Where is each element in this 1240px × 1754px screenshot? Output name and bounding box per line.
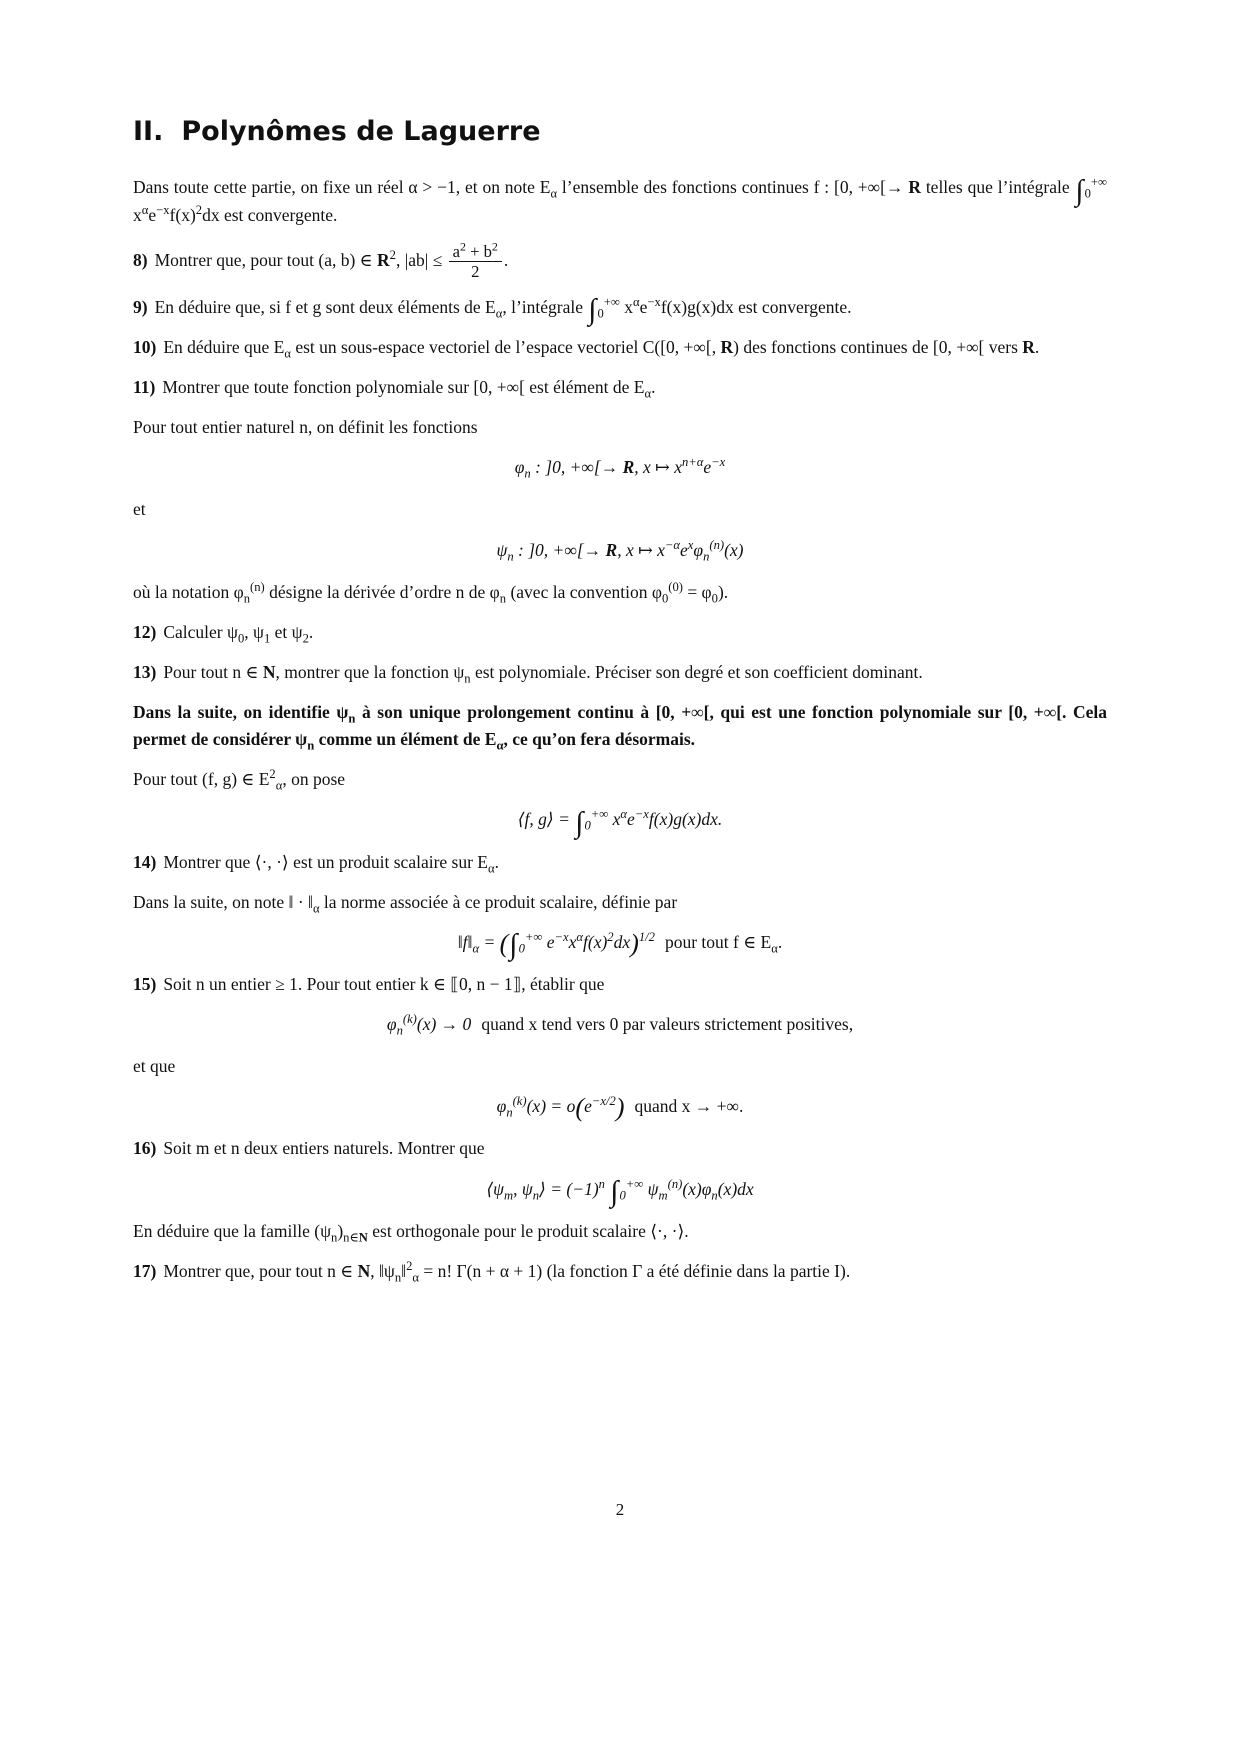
- etque-paragraph: et que: [133, 1056, 176, 1077]
- notation-paragraph: où la notation $\varphi_n^{(n)}$ désigne la dérivée d’ordre n de $\varphi_n$ (avec la convention $\varphi_0^{(0)} = \varphi_0$).: [133, 579, 729, 606]
- section-title-text: Polynômes de Laguerre: [181, 116, 541, 147]
- question-9-text: En déduire que, si f et g sont deux éléments de $E_\alpha$, l’intégrale $\int_0^{+\infty}$ $x^\alpha e^{-x}f(x)g(x)dx$ est convergente.: [154, 293, 852, 327]
- equation-inner-product: [133, 806, 1107, 840]
- question-13-text: Pour tout n ∈ N, montrer que la fonction $\psi_n$ est polynomiale. Préciser son degré et son coefficient dominant.: [163, 661, 923, 686]
- question-15: [133, 971, 1107, 998]
- equation-16: [133, 1175, 1107, 1209]
- question-11: [133, 374, 1107, 401]
- question-10-label: 10): [133, 336, 157, 357]
- question-16: [133, 1135, 1107, 1162]
- question-17: [133, 1258, 1107, 1285]
- question-14-label: 14): [133, 851, 157, 872]
- question-17-text: Montrer que, pour tout n ∈ N, $‖\psi_n‖^2_\alpha = n$! Γ(n + α + 1) (la fonction Γ a été définie dans la partie I).: [163, 1259, 851, 1285]
- question-13: [133, 659, 1107, 686]
- question-15-label: 15): [133, 973, 157, 994]
- equation-15a-math: $\varphi_n^{(k)}(x) \to 0$: [386, 1012, 472, 1038]
- section-title: [133, 116, 1107, 148]
- equation-norm-tail: pour tout f ∈ $E_\alpha$.: [664, 931, 783, 956]
- equation-norm-math: $‖f‖_\alpha = (\int_0^{+\infty}$ $e^{-x}x^\alpha f(x)^2dx)^{1/2}$: [457, 928, 655, 962]
- question-13-label: 13): [133, 661, 157, 682]
- equation-15b: [133, 1093, 1107, 1123]
- equation-phi-math: $\varphi_n$ : ]0, +∞[→ R, x ↦ $x^{n+\alpha}e^{-x}$: [514, 455, 726, 481]
- question-12: [133, 619, 1107, 646]
- equation-psi-definition: [133, 537, 1107, 564]
- equation-15b-math: $\varphi_n^{(k)}(x) = o(e^{-x/2})$: [496, 1093, 625, 1123]
- question-9: [133, 293, 1107, 327]
- intro-paragraph: Dans toute cette partie, on fixe un réel α > −1, et on note $E_\alpha$ l’ensemble des fonctions continues f : [0, +∞[→ R telles que l’intégrale $\int_0^{+\infty}$ $x^\alpha e^{-x}f(x)^2dx$ est convergente.: [133, 173, 1108, 225]
- define-functions-paragraph: Pour tout entier naturel n, on définit les fonctions: [133, 417, 478, 438]
- pose-paragraph: Pour tout (f, g) ∈ $E^2_\alpha$, on pose: [133, 767, 346, 793]
- section-number: II.: [133, 116, 164, 147]
- question-14: [133, 849, 1107, 876]
- question-16-text: Soit m et n deux entiers naturels. Montrer que: [163, 1138, 485, 1159]
- question-8-label: 8): [133, 249, 148, 270]
- question-12-text: Calculer $\psi_0$, $\psi_1$ et $\psi_2$.: [163, 621, 314, 646]
- question-17-label: 17): [133, 1260, 157, 1281]
- equation-phi-definition: [133, 454, 1107, 481]
- question-10: [133, 334, 1107, 361]
- question-8-text: Montrer que, pour tout (a, b) ∈ $R^2$, |ab| ≤ $\frac{a^2 + b^2}{2}$ .: [154, 239, 509, 281]
- equation-15b-tail: quand x → +∞.: [634, 1096, 744, 1117]
- equation-norm-definition: [133, 928, 1107, 962]
- equation-16-math: $⟨\psi_m$, $\psi_n⟩ = (-1)^n$ $\int_0^{+\infty}$ $\psi_m^{(n)}(x)\varphi_n(x)dx$: [486, 1175, 754, 1209]
- identification-note: Dans la suite, on identifie $\psi_n$ à son unique prolongement continu à [0, +∞[, qui est une fonction polynomiale sur [0, +∞[. Cela permet de considérer $\psi_n$ comme un élément de $E_\alpha$, ce qu’on fera désormais.: [133, 702, 1107, 753]
- question-16-label: 16): [133, 1138, 157, 1159]
- question-12-label: 12): [133, 621, 157, 642]
- page-number: 2: [615, 1500, 625, 1519]
- question-9-label: 9): [133, 296, 148, 317]
- question-15-text: Soit n un entier ≥ 1. Pour tout entier k ∈ ⟦0, n − 1⟧, établir que: [163, 973, 605, 994]
- norm-paragraph: Dans la suite, on note ‖ · $‖_\alpha$ la norme associée à ce produit scalaire, définie par: [133, 891, 678, 916]
- equation-psi-math: $\psi_n$ : ]0, +∞[→ R, x ↦ $x^{-\alpha}e^x\varphi_n^{(n)}(x)$: [496, 537, 744, 564]
- equation-15a: [133, 1011, 1107, 1038]
- question-11-text: Montrer que toute fonction polynomiale sur [0, +∞[ est élément de $E_\alpha$.: [162, 377, 656, 401]
- question-14-text: Montrer que ⟨·, ·⟩ est un produit scalaire sur $E_\alpha$.: [163, 851, 499, 876]
- et-paragraph: et: [133, 499, 146, 520]
- question-8: [133, 239, 1107, 281]
- equation-15a-tail: quand x tend vers 0 par valeurs strictement positives,: [481, 1014, 854, 1035]
- equation-inner-product-math: ⟨f, g⟩ = $\int_0^{+\infty}$ $x^\alpha e^{-x}f(x)g(x)dx$.: [517, 806, 723, 840]
- question-10-text: En déduire que $E_\alpha$ est un sous-espace vectoriel de l’espace vectoriel C([0, +∞[, R) des fonctions continues de [0, +∞[ vers R.: [163, 336, 1040, 361]
- famille-paragraph: En déduire que la famille $(\psi_n)_{n\in N}$ est orthogonale pour le produit scalaire ⟨·, ·⟩.: [133, 1220, 689, 1245]
- question-11-label: 11): [133, 377, 156, 398]
